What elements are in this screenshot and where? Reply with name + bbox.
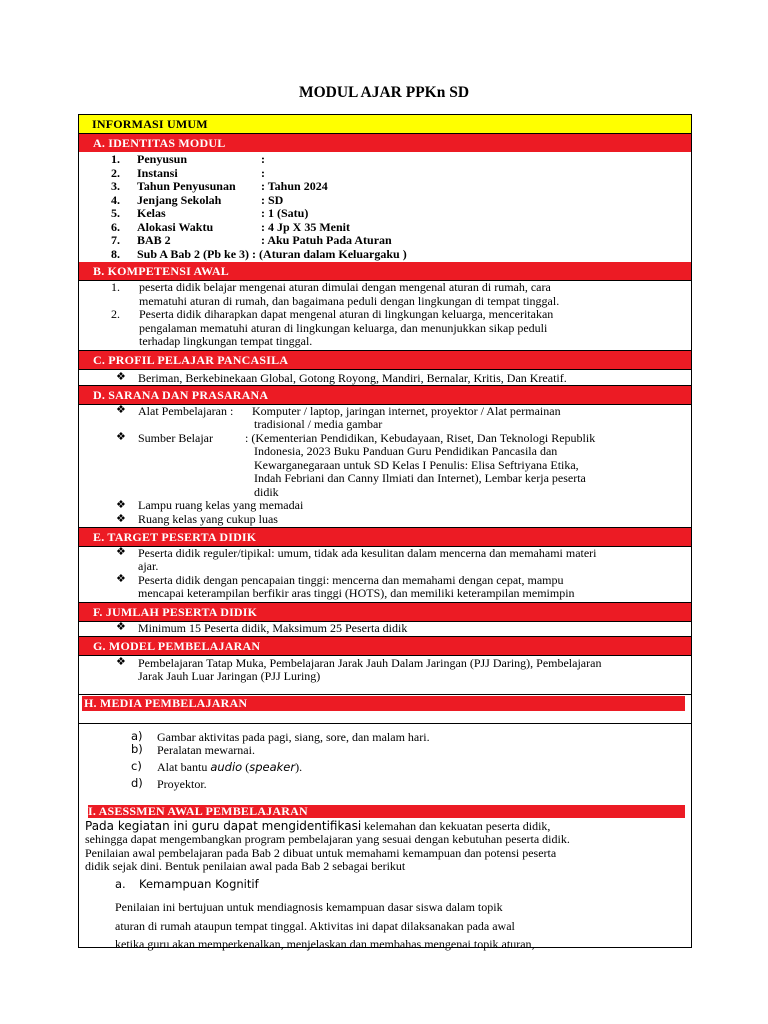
media-item-text: Alat bantu xyxy=(157,760,211,774)
asesmen-sub-label: Kemampuan Kognitif xyxy=(139,877,259,891)
diamond-bullet-icon: ❖ xyxy=(116,656,126,668)
identitas-label: Kelas xyxy=(137,206,166,220)
media-item xyxy=(157,761,302,775)
identitas-label: Alokasi Waktu xyxy=(137,219,214,234)
sumber-line: : (Kementerian Pendidikan, Kebudayaan, Riset, Dan Teknologi Republik xyxy=(245,430,596,445)
diamond-bullet-icon: ❖ xyxy=(116,546,126,558)
identitas-no: 7. xyxy=(111,233,120,247)
divider xyxy=(79,369,691,370)
ruang-text: Ruang kelas yang cukup luas xyxy=(138,511,278,526)
media-item-italic: speaker xyxy=(249,760,296,774)
kompetensi-line: pengalaman mematuhi aturan di lingkungan keluarga, dan menunjukkan sikap peduli xyxy=(139,320,548,335)
model-line: Pembelajaran Tatap Muka, Pembelajaran Jarak Jauh Dalam Jaringan (PJJ Daring), Pembelajaran xyxy=(138,655,602,670)
media-no: b) xyxy=(131,742,143,756)
section-sarana-prasarana: D. SARANA DAN PRASARANA xyxy=(79,386,691,404)
sumber-line: Kewarganegaraan untuk SD Kelas I Penulis: Elisa Seftriyana Etika, xyxy=(254,457,579,472)
sumber-line: Indah Febriani dan Canny Ilmiati dan Internet), Lembar kerja peserta xyxy=(254,471,586,485)
asesmen-line: Penilaian awal pembelajaran pada Bab 2 dibuat untuk memahami kemampuan dan potensi peserta xyxy=(85,845,557,860)
alat-line: Komputer / laptop, jaringan internet, proyektor / Alat permainan xyxy=(252,403,561,418)
asesmen-line: didik sejak dini. Bentuk penilaian awal pada Bab 2 sebagai berikut xyxy=(85,859,406,873)
identitas-label: Instansi xyxy=(137,165,178,180)
asesmen-sub-no: a. xyxy=(115,877,126,891)
identitas-value: : Tahun 2024 xyxy=(261,179,328,193)
asesmen-intro xyxy=(85,820,550,834)
identitas-value: : 4 Jp X 35 Menit xyxy=(261,219,350,234)
kompetensi-line: peserta didik belajar mengenai aturan dimulai dengan mengenal aturan di rumah, cara xyxy=(139,280,551,294)
diamond-bullet-icon: ❖ xyxy=(116,621,126,633)
asesmen-intro-rest: kelemahan dan kekuatan peserta didik, xyxy=(361,818,551,833)
identitas-no: 8. xyxy=(111,246,120,261)
kompetensi-no: 2. xyxy=(111,307,120,321)
identitas-no: 3. xyxy=(111,179,120,193)
section-identitas-modul: A. IDENTITAS MODUL xyxy=(79,134,691,152)
asesmen-para-line: ketika guru akan memperkenalkan, menjelaskan dan membahas mengenai topik aturan, xyxy=(115,937,535,951)
target-line: mencapai keterampilan berfikir aras tinggi (HOTS), dan memiliki keterampilan memimpin xyxy=(138,586,575,600)
identitas-no: 1. xyxy=(111,152,120,166)
diamond-bullet-icon: ❖ xyxy=(116,371,126,383)
diamond-bullet-icon: ❖ xyxy=(116,499,126,511)
section-informasi-umum: INFORMASI UMUM xyxy=(79,115,691,133)
identitas-no: 5. xyxy=(111,206,120,220)
identitas-no: 4. xyxy=(111,192,120,207)
asesmen-line: sehingga dapat mengembangkan program pembelajaran yang sesuai dengan kebutuhan peserta didik. xyxy=(85,832,570,846)
kompetensi-line: Peserta didik diharapkan dapat mengenal aturan di lingkungan keluarga, menceritakan xyxy=(139,307,554,321)
identitas-label: BAB 2 xyxy=(137,233,171,247)
media-item: Peralatan mewarnai. xyxy=(157,742,255,757)
media-item: Gambar aktivitas pada pagi, siang, sore, dan malam hari. xyxy=(157,729,430,744)
media-item-text: ( xyxy=(242,760,250,774)
media-item-text: ). xyxy=(295,760,303,774)
kompetensi-line: mematuhi aturan di rumah, dan bagaimana peduli dengan lingkungan di tempat tinggal. xyxy=(139,293,560,308)
identitas-label: Penyusun xyxy=(137,152,188,166)
identitas-no: 6. xyxy=(111,219,120,234)
identitas-value: : SD xyxy=(261,192,284,207)
section-model-pembelajaran: G. MODEL PEMBELAJARAN xyxy=(79,637,691,655)
identitas-value: : 1 (Satu) xyxy=(261,206,309,220)
section-asesmen-awal: I. ASESSMEN AWAL PEMBELAJARAN xyxy=(88,805,685,818)
identitas-label: Tahun Penyusunan xyxy=(137,179,236,193)
media-no: c) xyxy=(131,759,142,773)
lampu-text: Lampu ruang kelas yang memadai xyxy=(138,498,304,512)
document-title: MODUL AJAR PPKn SD xyxy=(298,84,470,101)
media-item-italic: audio xyxy=(210,760,243,774)
media-item: Proyektor. xyxy=(157,776,207,791)
kompetensi-line: terhadap lingkungan tempat tinggal. xyxy=(139,334,313,348)
sumber-line: didik xyxy=(254,484,279,499)
kompetensi-no: 1. xyxy=(111,280,120,294)
identitas-value: : xyxy=(261,152,265,166)
section-kompetensi-awal: B. KOMPETENSI AWAL xyxy=(79,262,691,280)
media-no: a) xyxy=(131,729,143,743)
model-line: Jarak Jauh Luar Jaringan (PJJ Luring) xyxy=(138,669,321,683)
asesmen-para-line: aturan di rumah ataupun tempat tinggal. Aktivitas ini dapat dilaksanakan pada awal xyxy=(115,919,515,933)
identitas-value: : xyxy=(261,165,265,180)
diamond-bullet-icon: ❖ xyxy=(116,431,126,443)
sumber-line: Indonesia, 2023 Buku Panduan Guru Pendidikan Pancasila dan xyxy=(254,444,558,458)
identitas-label: Sub A Bab 2 (Pb ke 3) : (Aturan dalam Keluargaku ) xyxy=(137,246,407,261)
sumber-label: Sumber Belajar xyxy=(138,430,213,445)
identitas-value: : Aku Patuh Pada Aturan xyxy=(261,233,392,247)
section-target-peserta: E. TARGET PESERTA DIDIK xyxy=(79,528,691,546)
diamond-bullet-icon: ❖ xyxy=(116,404,126,416)
target-line: ajar. xyxy=(138,559,159,573)
media-no: d) xyxy=(131,776,143,790)
divider xyxy=(79,723,691,724)
alat-line: tradisional / media gambar xyxy=(254,417,383,431)
asesmen-intro-sans: Pada kegiatan ini guru dapat mengidentifikasi xyxy=(85,818,362,833)
divider xyxy=(79,694,691,695)
section-jumlah-peserta: F. JUMLAH PESERTA DIDIK xyxy=(79,603,691,621)
jumlah-text: Minimum 15 Peserta didik, Maksimum 25 Peserta didik xyxy=(138,620,408,635)
profil-text: Beriman, Berkebinekaan Global, Gotong Royong, Mandiri, Bernalar, Kritis, Dan Kreatif. xyxy=(138,370,567,385)
identitas-label: Jenjang Sekolah xyxy=(137,192,222,207)
diamond-bullet-icon: ❖ xyxy=(116,573,126,585)
target-line: Peserta didik reguler/tipikal: umum, tidak ada kesulitan dalam mencerna dan memahami materi xyxy=(138,545,597,560)
diamond-bullet-icon: ❖ xyxy=(116,512,126,525)
target-line: Peserta didik dengan pencapaian tinggi: mencerna dan memahami dengan cepat, mampu xyxy=(138,572,564,587)
alat-label: Alat Pembelajaran : xyxy=(138,403,234,418)
identitas-no: 2. xyxy=(111,165,120,180)
asesmen-para-line: Penilaian ini bertujuan untuk mendiagnosis kemampuan dasar siswa dalam topik xyxy=(115,900,503,914)
section-media-pembelajaran: H. MEDIA PEMBELAJARAN xyxy=(82,696,685,711)
section-profil-pelajar: C. PROFIL PELAJAR PANCASILA xyxy=(79,351,691,369)
